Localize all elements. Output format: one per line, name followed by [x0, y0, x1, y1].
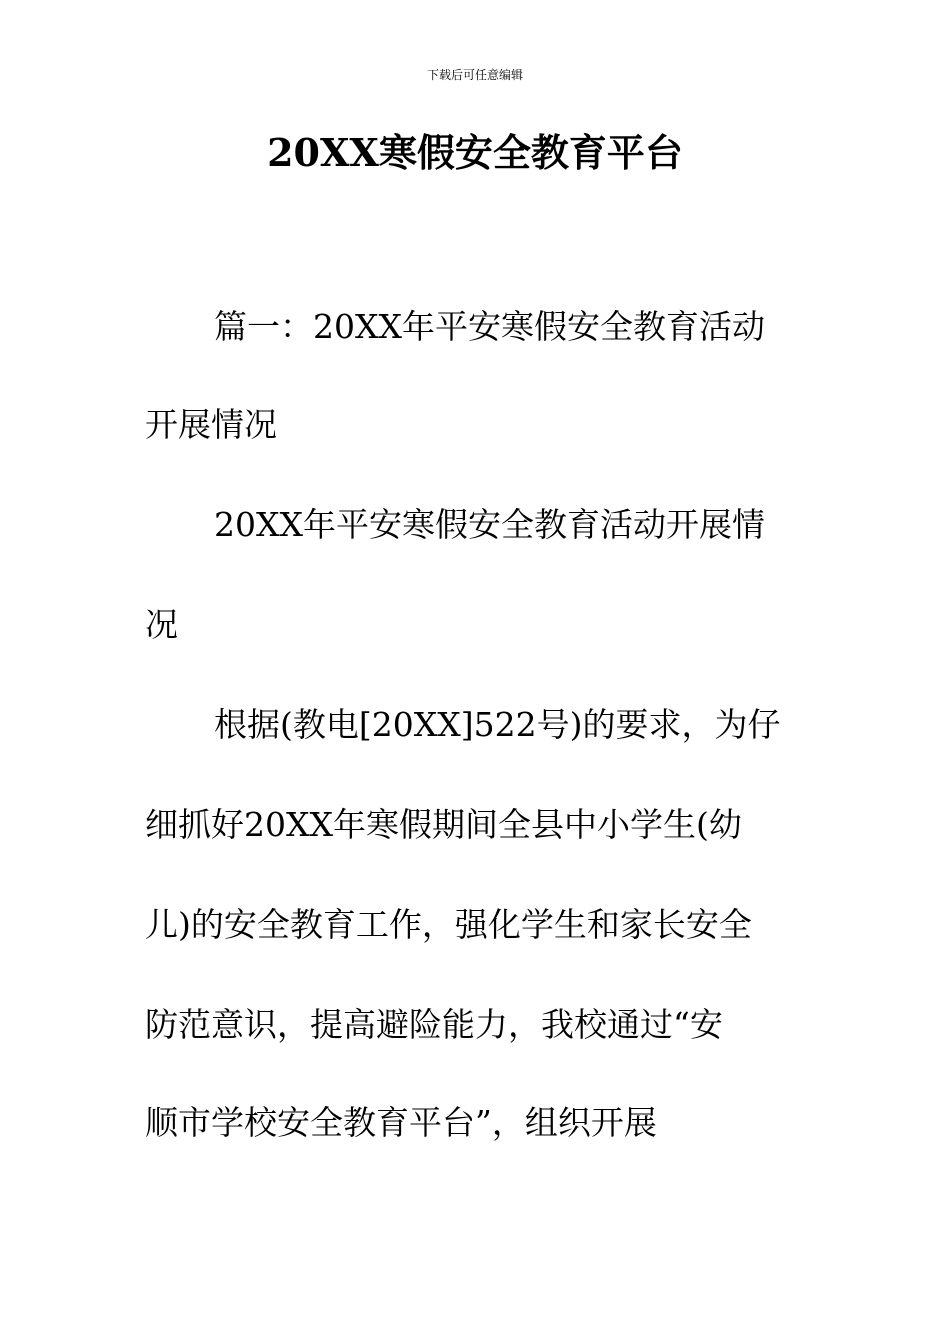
body-line-8: 防范意识，提高避险能力，我校通过“安: [145, 1005, 723, 1044]
body-line-9: 顺市学校安全教育平台”，组织开展: [145, 1103, 657, 1142]
body-line-7: 儿)的安全教育工作，强化学生和家长安全: [145, 905, 752, 944]
download-note: 下载后可任意编辑: [426, 68, 523, 82]
body-line-4: 况: [145, 605, 178, 644]
body-line-1: 篇一：20XX年平安寒假安全教育活动: [214, 307, 765, 346]
document-title: 20XX寒假安全教育平台: [267, 130, 683, 175]
body-line-2: 开展情况: [145, 405, 277, 444]
body-line-3: 20XX年平安寒假安全教育活动开展情: [214, 505, 765, 544]
body-line-5: 根据(教电[20XX]522号)的要求，为仔: [214, 705, 781, 744]
body-line-6: 细抓好20XX年寒假期间全县中小学生(幼: [145, 805, 742, 844]
